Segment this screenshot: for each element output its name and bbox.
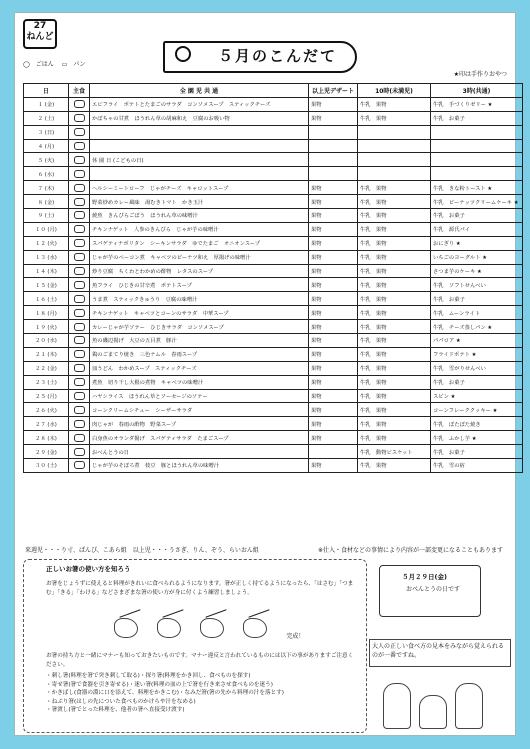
cell-ten: 牛乳 果物: [358, 361, 431, 375]
staple-cell: [69, 334, 90, 348]
cell-des: [309, 153, 358, 167]
cell-date: ８ (金): [24, 195, 69, 209]
cell-des: 果物: [309, 347, 358, 361]
staple-cell: [69, 125, 90, 139]
cell-ten: 牛乳 果物: [358, 195, 431, 209]
staple-icon: [74, 434, 85, 442]
cell-three: [431, 125, 523, 139]
staple-icon: [74, 392, 85, 400]
manner-item: ・かきばし(食器の淵に口を添えて、料理をかきこむ)・なみだ箸(箸の先から料理の汁を落とす): [46, 690, 284, 696]
cell-three: 牛乳 きな粉トースト ★: [431, 181, 523, 195]
table-row: [24, 236, 523, 250]
year-number: 27: [33, 21, 47, 31]
table-row: [24, 195, 523, 209]
staple-icon: [74, 378, 85, 386]
col-date: 日: [24, 84, 69, 98]
staple-cell: [69, 250, 90, 264]
cell-date: ２１ (木): [24, 347, 69, 361]
staple-icon: [74, 336, 85, 344]
table-row: [24, 264, 523, 278]
col-ten: 10時(未満児): [358, 84, 431, 98]
cell-three: コーンフレーククッキー ★: [431, 403, 523, 417]
staple-icon: [74, 128, 85, 136]
staple-icon: [74, 461, 85, 469]
cell-des: 果物: [309, 431, 358, 445]
person-icon: [455, 683, 483, 729]
cell-main: かぼちゃの甘煮 ほうれん草の胡麻和え 豆腐のお吸い物: [90, 111, 309, 125]
cell-main: 肉じゃが 春雨の酢物 野菜スープ: [90, 417, 309, 431]
cell-three: 牛乳 源氏パイ: [431, 222, 523, 236]
table-row: [24, 445, 523, 459]
cell-three: 牛乳 お菓子: [431, 111, 523, 125]
legend: [23, 59, 91, 68]
cell-main: 鶏のごまてり焼き 三色ナムル 春雨スープ: [90, 347, 309, 361]
cell-ten: [358, 153, 431, 167]
cell-ten: 牛乳 果物: [358, 181, 431, 195]
cell-date: ６ (水): [24, 167, 69, 181]
carp-eye-icon: [175, 46, 191, 62]
cell-main: スパゲティナポリタン シーキンサラダ ゆでたまご オニオンスープ: [90, 236, 309, 250]
cell-ten: 牛乳 果物: [358, 292, 431, 306]
cell-main: [90, 167, 309, 181]
manner-intro: お箸の持ち方と一緒にマナーも知っておきたいものです。マナー違反と言われているものには以下の事がありますご注意ください。: [46, 653, 354, 668]
cell-date: １２ (火): [24, 236, 69, 250]
cell-date: ２ (土): [24, 111, 69, 125]
cell-three: 牛乳 お菓子: [431, 445, 523, 459]
side-panel: [369, 559, 511, 731]
cell-main: 炒り豆腐 ちくわとわかめの酢物 レタスのスープ: [90, 264, 309, 278]
cell-des: 果物: [309, 195, 358, 209]
staple-cell: [69, 264, 90, 278]
year-badge: [23, 19, 57, 49]
staple-icon: [74, 253, 85, 261]
staple-cell: [69, 292, 90, 306]
chopsticks-section: [23, 559, 367, 733]
col-dessert: 以上児デザート: [309, 84, 358, 98]
child-icon: [419, 695, 447, 729]
chopstick-hands: [114, 618, 314, 646]
cell-des: [309, 125, 358, 139]
hand-icon: [200, 618, 224, 638]
cell-three: 牛乳 お菓子: [431, 209, 523, 223]
done-label: 完成！: [286, 633, 305, 640]
staple-icon: [74, 420, 85, 428]
cell-main: カレーじゃが芋ソテー ひじきサラダ コンソメスープ: [90, 320, 309, 334]
cell-main: ヘルシーミートローフ じゃがチーズ キャロットスープ: [90, 181, 309, 195]
staple-icon: [74, 350, 85, 358]
cell-des: 果物: [309, 320, 358, 334]
cell-des: 果物: [309, 389, 358, 403]
staple-cell: [69, 236, 90, 250]
chopsticks-title: 正しいお箸の使い方を知ろう: [46, 565, 131, 573]
table-row: [24, 403, 523, 417]
staple-icon: [74, 156, 85, 164]
cell-three: 牛乳 お菓子: [431, 375, 523, 389]
table-row: [24, 209, 523, 223]
cell-three: [431, 139, 523, 153]
cell-main: [90, 139, 309, 153]
cell-three: 牛乳 ピーナッツクリームケーキ ★: [431, 195, 523, 209]
table-row: [24, 139, 523, 153]
cell-main: 魚フライ ひじきの甘辛煮 ポテトスープ: [90, 278, 309, 292]
cell-ten: 牛乳 果物: [358, 459, 431, 473]
footer-note-right: ※仕入・食材などの事情により内容が一部変更になることもあります: [317, 547, 503, 554]
cell-ten: [358, 125, 431, 139]
calendar-date: ５月２９日(金): [402, 573, 447, 581]
cell-three: 牛乳 チーズ蒸しパン ★: [431, 320, 523, 334]
cell-date: ２０ (水): [24, 334, 69, 348]
rice-icon: ◯: [23, 61, 30, 68]
cell-date: １５ (金): [24, 278, 69, 292]
staple-icon: [74, 406, 85, 414]
cell-ten: 牛乳 果物: [358, 334, 431, 348]
family-illustration: [379, 671, 499, 729]
table-row: [24, 97, 523, 111]
table-row: [24, 334, 523, 348]
staple-cell: [69, 459, 90, 473]
cell-ten: 牛乳 果物: [358, 222, 431, 236]
staple-icon: [74, 225, 85, 233]
calendar-card: [379, 565, 481, 617]
table-row: [24, 459, 523, 473]
cell-date: ３０ (土): [24, 459, 69, 473]
cell-date: ２９ (金): [24, 445, 69, 459]
cell-ten: 牛乳 果物: [358, 403, 431, 417]
table-row: [24, 431, 523, 445]
staple-cell: [69, 111, 90, 125]
cell-ten: 牛乳 果物: [358, 250, 431, 264]
cell-des: 果物: [309, 375, 358, 389]
cell-des: 果物: [309, 361, 358, 375]
cell-main: じゃが芋のベーコン煮 キャベツのピーナツ和え 厚揚げの味噌汁: [90, 250, 309, 264]
hand-icon: [114, 618, 138, 638]
cell-main: 焼魚 きんぴらごぼう ほうれん草の味噌汁: [90, 209, 309, 223]
staple-cell: [69, 375, 90, 389]
cell-des: [309, 139, 358, 153]
cell-three: [431, 167, 523, 181]
cell-three: いちごのヨーグルト ★: [431, 250, 523, 264]
cell-des: [309, 167, 358, 181]
staple-icon: [74, 448, 85, 456]
bread-icon: ▭: [61, 61, 68, 68]
staple-cell: [69, 361, 90, 375]
menu-table: [23, 83, 523, 473]
staple-icon: [74, 295, 85, 303]
cell-three: フライドポテト ★: [431, 347, 523, 361]
side-text: 大人の正しい食べ方の見本をみながら覚えられるのが一番ですね。: [369, 639, 511, 667]
staple-icon: [74, 211, 85, 219]
cell-des: 果物: [309, 97, 358, 111]
manner-list: [46, 672, 362, 715]
cell-ten: 牛乳 果物: [358, 347, 431, 361]
cell-main: チキンナゲット 人参のきんぴら じゃが芋の味噌汁: [90, 222, 309, 236]
cell-ten: 牛乳 果物: [358, 431, 431, 445]
table-row: [24, 292, 523, 306]
staple-cell: [69, 209, 90, 223]
table-row: [24, 320, 523, 334]
staple-cell: [69, 167, 90, 181]
cell-date: ２５ (月): [24, 389, 69, 403]
cell-three: 牛乳 手づくりゼリー ★: [431, 97, 523, 111]
table-row: [24, 222, 523, 236]
cell-des: 果物: [309, 209, 358, 223]
cell-three: 牛乳 ムーンライト: [431, 306, 523, 320]
menu-sheet: [14, 12, 519, 736]
hand-icon: [243, 618, 267, 638]
person-icon: [383, 683, 411, 729]
cell-des: 果物: [309, 403, 358, 417]
staple-icon: [74, 281, 85, 289]
cell-date: １４ (木): [24, 264, 69, 278]
staple-icon: [74, 184, 85, 192]
staple-cell: [69, 97, 90, 111]
cell-date: ５ (火): [24, 153, 69, 167]
cell-ten: 牛乳 動物ビスケット: [358, 445, 431, 459]
cell-date: ２８ (木): [24, 431, 69, 445]
table-row: [24, 167, 523, 181]
cell-ten: 牛乳 果物: [358, 278, 431, 292]
staple-cell: [69, 431, 90, 445]
cell-des: 果物: [309, 181, 358, 195]
cell-des: 果物: [309, 278, 358, 292]
cell-des: 果物: [309, 334, 358, 348]
cell-des: 果物: [309, 250, 358, 264]
cell-des: [309, 445, 358, 459]
cell-date: １８ (月): [24, 306, 69, 320]
staple-icon: [74, 100, 85, 108]
cell-date: １０ (月): [24, 222, 69, 236]
cell-ten: 牛乳 果物: [358, 320, 431, 334]
cell-main: じゃが芋のそぼろ煮 枝豆 豚とほうれん草の味噌汁: [90, 459, 309, 473]
staple-icon: [74, 142, 85, 150]
staple-icon: [74, 364, 85, 372]
cell-three: おにぎり ★: [431, 236, 523, 250]
staple-cell: [69, 389, 90, 403]
cell-date: ２２ (金): [24, 361, 69, 375]
cell-date: ４ (月): [24, 139, 69, 153]
cell-des: 果物: [309, 292, 358, 306]
col-main: 全 園 児 共 通: [90, 84, 309, 98]
cell-main: コーンクリームシチュー シーザーサラダ: [90, 403, 309, 417]
staple-icon: [74, 170, 85, 178]
cell-main: 白身魚のオランダ揚げ スパゲティサラダ たまごスープ: [90, 431, 309, 445]
cell-main: 皿うどん わかめスープ スティックチーズ: [90, 361, 309, 375]
cell-ten: [358, 139, 431, 153]
cell-date: ２７ (水): [24, 417, 69, 431]
staple-cell: [69, 445, 90, 459]
table-row: [24, 375, 523, 389]
staple-cell: [69, 278, 90, 292]
staple-cell: [69, 222, 90, 236]
cell-date: １６ (土): [24, 292, 69, 306]
cell-des: 果物: [309, 264, 358, 278]
cell-main: 休 園 日 (こどもの日): [90, 153, 309, 167]
cell-des: 果物: [309, 222, 358, 236]
table-row: [24, 111, 523, 125]
hand-icon: [157, 618, 181, 638]
col-staple: 主食: [69, 84, 90, 98]
staple-icon: [74, 198, 85, 206]
cell-three: 牛乳 ふかし芋 ★: [431, 431, 523, 445]
cell-three: 牛乳 雪の宿: [431, 459, 523, 473]
cell-three: スピン ★: [431, 389, 523, 403]
cell-ten: 牛乳 果物: [358, 97, 431, 111]
cell-ten: 牛乳 果物: [358, 306, 431, 320]
manner-item: ・箸渡し(箸でとった料理を、他者の箸へ直接受け渡す): [46, 707, 185, 713]
table-row: [24, 417, 523, 431]
cell-des: 果物: [309, 111, 358, 125]
table-row: [24, 181, 523, 195]
cell-three: 牛乳 お菓子: [431, 292, 523, 306]
col-three: 3時(共通): [431, 84, 523, 98]
chopsticks-intro: お箸をじょうずに使えると料理がきれいに食べられるようになります。箸が正しく持てるようになったら、「はさむ」「つまむ」「きる」「わける」などさまざまな箸の使い方が身に付くよう練習しましょう。: [46, 581, 354, 596]
cell-date: １ (金): [24, 97, 69, 111]
cell-ten: 牛乳 果物: [358, 236, 431, 250]
cell-main: ハヤシライス ほうれん草とソーセージのソテー: [90, 389, 309, 403]
cell-date: ９ (土): [24, 209, 69, 223]
cell-ten: 牛乳 果物: [358, 417, 431, 431]
staple-cell: [69, 153, 90, 167]
manner-item: ・寄せ箸(箸で食器を引き寄せる)・迷い箸(料理の皿の上で箸を行き来させ食べものを迷う): [46, 681, 273, 688]
cell-date: ２６ (火): [24, 403, 69, 417]
manner-item: ・ねぶり箸(はしの先についた食べものかけらや汁をなめる): [46, 698, 196, 705]
cell-date: ２３ (土): [24, 375, 69, 389]
cell-main: うま煮 スティックきゅうり 豆腐の味噌汁: [90, 292, 309, 306]
cell-three: 牛乳 ソフトせんべい: [431, 278, 523, 292]
staple-icon: [74, 114, 85, 122]
calendar-label: おべんとうの日です: [406, 586, 461, 593]
table-row: [24, 389, 523, 403]
table-row: [24, 125, 523, 139]
cell-date: ３ (日): [24, 125, 69, 139]
table-row: [24, 361, 523, 375]
cell-date: １９ (火): [24, 320, 69, 334]
cell-ten: 牛乳 果物: [358, 375, 431, 389]
staple-cell: [69, 139, 90, 153]
table-row: [24, 306, 523, 320]
cell-three: パパロア ★: [431, 334, 523, 348]
staple-icon: [74, 239, 85, 247]
staple-cell: [69, 306, 90, 320]
cell-main: チキンナゲット キャベツとコーンのサラダ 中華スープ: [90, 306, 309, 320]
cell-ten: 牛乳 果物: [358, 111, 431, 125]
cell-main: おべんとうの日: [90, 445, 309, 459]
cell-main: 野菜炒めカレー風味 湯むきトマト かき玉汁: [90, 195, 309, 209]
cell-date: １３ (水): [24, 250, 69, 264]
staple-cell: [69, 320, 90, 334]
title-banner: [163, 21, 363, 77]
staple-icon: [74, 323, 85, 331]
cell-three: 牛乳 ぼたぼた焼き: [431, 417, 523, 431]
cell-ten: 牛乳 果物: [358, 264, 431, 278]
cell-three: さつま芋のケーキ ★: [431, 264, 523, 278]
footer-note-left: 来週児・・・り寸、ぱんぴ、こあら組 以上児・・・うさぎ、りん、ぞう、らいおん組: [25, 547, 259, 554]
cell-ten: 牛乳 果物: [358, 209, 431, 223]
table-row: [24, 153, 523, 167]
cell-main: 煮魚 切り干し大根の煮物 キャベツの味噌汁: [90, 375, 309, 389]
cell-des: 果物: [309, 459, 358, 473]
staple-cell: [69, 181, 90, 195]
table-row: [24, 250, 523, 264]
header: [15, 13, 517, 87]
table-row: [24, 278, 523, 292]
staple-cell: [69, 403, 90, 417]
cell-ten: [358, 167, 431, 181]
note: ★印は手作りおやつ: [453, 71, 507, 78]
page-title: ５月のこんだて: [218, 47, 338, 65]
staple-icon: [74, 267, 85, 275]
cell-ten: 牛乳 果物: [358, 389, 431, 403]
staple-icon: [74, 309, 85, 317]
cell-main: エビフライ ポテトとたまごのサラダ コンソメスープ スティックチーズ: [90, 97, 309, 111]
staple-cell: [69, 417, 90, 431]
cell-des: 果物: [309, 236, 358, 250]
legend-bread: パン: [73, 61, 86, 68]
staple-cell: [69, 195, 90, 209]
cell-des: 果物: [309, 306, 358, 320]
manner-item: ・刺し箸(料理を箸で突き刺して取る)・探り箸(料理をかき回し、食べものを探す): [46, 673, 251, 679]
cell-three: 牛乳 雪がりせんべい: [431, 361, 523, 375]
legend-rice: ごはん: [35, 61, 54, 68]
year-label: ねんど: [26, 32, 54, 42]
cell-main: 魚の磯辺揚げ 大豆の五目煮 豚汁: [90, 334, 309, 348]
table-row: [24, 347, 523, 361]
cell-des: 果物: [309, 417, 358, 431]
cell-date: ７ (木): [24, 181, 69, 195]
cell-three: [431, 153, 523, 167]
staple-cell: [69, 347, 90, 361]
cell-main: [90, 125, 309, 139]
